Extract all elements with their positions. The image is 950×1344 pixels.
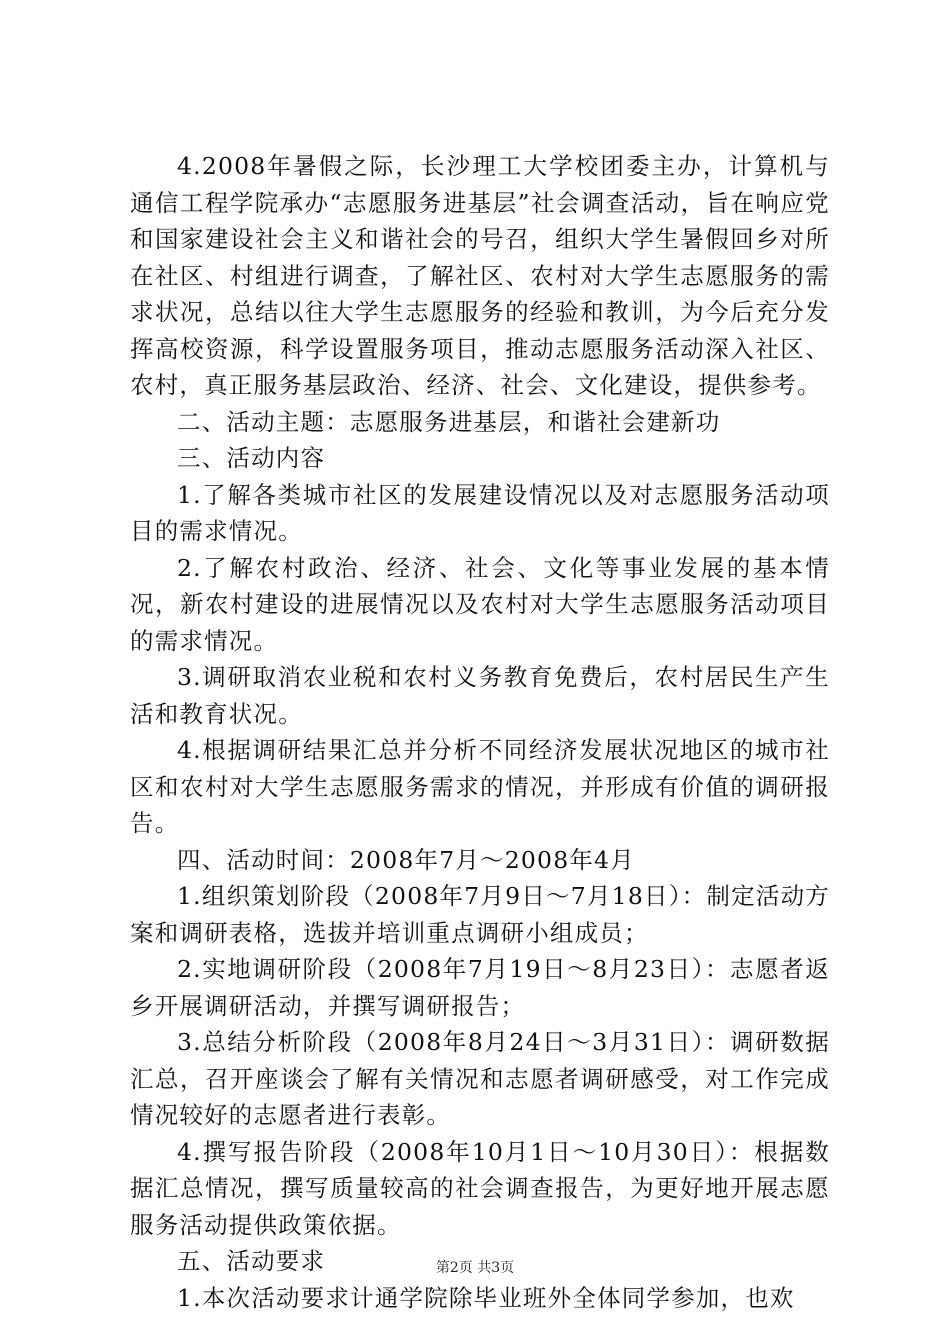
content-item-4: 4.根据调研结果汇总并分析不同经济发展状况地区的城市社区和农村对大学生志愿服务需求的情况，并形成有价值的调研报告。 xyxy=(130,736,830,837)
paragraph-background: 4.2008年暑假之际，长沙理工大学校团委主办，计算机与通信工程学院承办“志愿服务进基层”社会调查活动，旨在响应党和国家建设社会主义和谐社会的号召，组织大学生暑假回乡对所在社区、村组进行调查，了解社区、农村对大学生志愿服务的需求状况，总结以往大学生志愿服务的经验和教训，为今后充分发挥高校资源，科学设置服务项目，推动志愿服务活动深入社区、农村，真正服务基层政治、经济、社会、文化建设，提供参考。 xyxy=(130,152,830,399)
content-item-2: 2.了解农村政治、经济、社会、文化等事业发展的基本情况，新农村建设的进展情况以及农村对大学生志愿服务活动项目的需求情况。 xyxy=(130,553,830,655)
time-stage-2: 2.实地调研阶段（2008年7月19日～8月23日）：志愿者返乡开展调研活动，并撰写调研报告； xyxy=(130,955,830,1020)
content-item-1: 1.了解各类城市社区的发展建设情况以及对志愿服务活动项目的需求情况。 xyxy=(130,480,830,545)
content-item-3: 3.调研取消农业税和农村义务教育免费后，农村居民生产生活和教育状况。 xyxy=(130,663,830,728)
heading-activity-time: 四、活动时间：2008年7月～2008年4月 xyxy=(177,845,635,874)
time-stage-3: 3.总结分析阶段（2008年8月24日～3月31日）：调研数据汇总，召开座谈会了解有关情况和志愿者调研感受，对工作完成情况较好的志愿者进行表彰。 xyxy=(130,1028,830,1129)
heading-activity-theme: 二、活动主题：志愿服务进基层，和谐社会建新功 xyxy=(177,407,721,436)
heading-activity-content: 三、活动内容 xyxy=(177,444,326,472)
time-stage-4: 4.撰写报告阶段（2008年10月1日～10月30日）：根据数据汇总情况，撰写质量较高的社会调查报告，为更好地开展志愿服务活动提供政策依据。 xyxy=(130,1137,830,1239)
time-stage-1: 1.组织策划阶段（2008年7月9日～7月18日）：制定活动方案和调研表格，选拔并培训重点调研小组成员； xyxy=(130,882,830,947)
requirement-item-1: 1.本次活动要求计通学院除毕业班外全体同学参加，也欢 xyxy=(177,1283,795,1312)
page-footer: 第2页 共3页 xyxy=(435,1260,515,1276)
document-body xyxy=(130,148,830,1316)
heading-activity-requirements: 五、活动要求 xyxy=(177,1247,326,1275)
